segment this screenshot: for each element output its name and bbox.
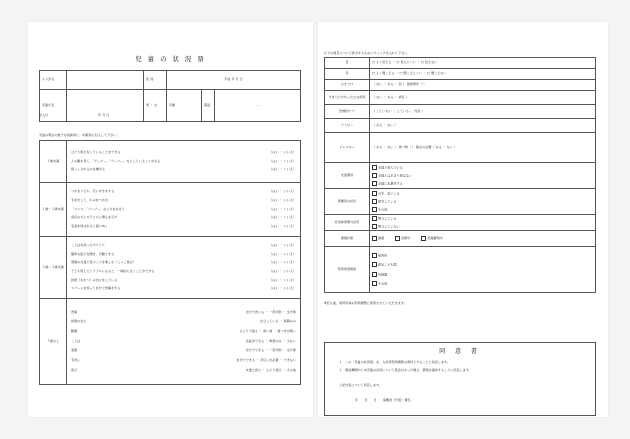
section-1-item-3: 身近な大人や子どもに関心を示す （はい ・ いいえ） — [71, 215, 296, 220]
consent-line-3: 上記内容について同意します。 — [339, 383, 383, 388]
health-table — [324, 57, 596, 293]
other-item-5: 手洗い 自分でできる ・ 手伝いが必要 ・ できない — [71, 358, 296, 363]
section-2-item-0: ことばを使ったやりとり （はい ・ いいえ） — [71, 242, 296, 247]
group-label-4: 利用希望施設 — [325, 247, 370, 293]
other-item-6: 遊び 友達と遊ぶ ・ ひとり遊び ・ その他 — [71, 367, 296, 372]
group-2-option-0[interactable]: 関与している — [372, 216, 593, 221]
group-4-option-2[interactable]: 幼稚園 — [372, 272, 593, 277]
section-2-item-5: スプーンを使って自分で食事をする （はい ・ いいえ） — [71, 286, 296, 291]
section-0-item-0: ひとり遊びをしていることができる （はい ・ いいえ） — [71, 149, 296, 154]
group-3-option-0[interactable]: 健康 — [372, 236, 384, 240]
section-1-item-1: 手を出して、ものをつかむ （はい ・ いいえ） — [71, 197, 296, 202]
age-sections-table — [39, 140, 301, 385]
furigana-value[interactable] — [67, 71, 144, 90]
status-sheet-page-2 — [318, 22, 608, 417]
group-1-option-0[interactable]: 日中、家にいる — [372, 191, 593, 196]
age-label: 年齢 — [167, 90, 202, 122]
other-item-0: 食事 自分で食べる ・ 一部介助 ・ 全介助 — [71, 309, 296, 314]
consent-line-1: １ この「児童の状況票」を、入所等利用調整の資料とすることに同意します。 — [339, 360, 451, 364]
group-4-option-3[interactable]: その他 — [372, 281, 593, 286]
header-table — [39, 70, 301, 122]
row-label-1: 耳 — [325, 69, 370, 80]
row-value-2: （ ない ・ ある ： 回 ） 最終発作（ ） — [370, 80, 596, 91]
footer-note: ※記入後、保育所等の利用調整に使用させていただきます。 — [324, 301, 407, 305]
other-item-3: ことば 会話ができる ・ 単語のみ ・ 少ない — [71, 338, 296, 343]
row-label-2: ひきつけ — [325, 80, 370, 91]
status-sheet-page — [28, 22, 313, 417]
consent-line-2: ２ 関係機関から本児童の状況について照会があった場合、情報を提供することに同意します。 — [339, 367, 472, 372]
consent-sign[interactable]: 年 月 日 保護者（代表）署名 — [355, 398, 411, 403]
other-item-2: 睡眠 ひとりで寝る ・ 添い寝 ・ 寝つきが悪い — [71, 328, 296, 333]
consent-box — [324, 342, 596, 416]
group-0-option-0[interactable]: 友達と遊んでいる — [372, 165, 593, 170]
sex-label: 性 別 — [144, 71, 167, 90]
row-value-3: （ ない ・ ある ： 病名 ） — [370, 91, 596, 105]
consent-title: 同 意 書 — [439, 348, 481, 355]
page-title: 児 童 の 状 況 票 — [135, 55, 206, 63]
section-0-item-2: 抱っこされるのを嫌がる （はい ・ いいえ） — [71, 167, 296, 172]
furigana-label: ふりがな — [40, 71, 67, 90]
sex-value: 男 ・ 女 — [144, 90, 167, 122]
row-value-6: （ ある ・ ない ） 食べ物（ ） 除去の必要（ ある ・ ない ） — [370, 133, 596, 163]
section-2-item-2: 周囲の友達と遊ぶことを楽しむ（ごっこ遊び） （はい ・ いいえ） — [71, 260, 296, 265]
group-label-0: 友達関係 — [325, 163, 370, 189]
group-3-option-1[interactable]: 治療中 — [395, 236, 410, 240]
row-value-0: □ よく見える ・ □ 見えにくい ・ □ 見えない — [370, 58, 596, 69]
birth-value: 平成 年 月 日 — [167, 71, 301, 90]
row-value-4: （ していない ・ している ： 内容 ） — [370, 105, 596, 119]
row-label-6: アレルギー — [325, 133, 370, 163]
age-label-3: ３歳以上 — [40, 299, 67, 385]
row-label-3: 今までにかかった主な病気 — [325, 91, 370, 105]
group-2-option-1[interactable]: 関与していない — [372, 224, 593, 229]
group-label-2: 自治体等関与状況 — [325, 215, 370, 231]
row-value-1: □ よく聞こえる ・ □ 聞こえにくい ・ □ 聞こえない — [370, 69, 596, 80]
row-label-5: アトピー — [325, 119, 370, 133]
row-value-5: （ ある ・ ない ） — [370, 119, 596, 133]
child-name-label: 児童氏名 — [40, 90, 67, 122]
section-2-item-1: 簡単な指示を聞き、行動できる （はい ・ いいえ） — [71, 251, 296, 256]
group-1-option-2[interactable]: その他 — [372, 207, 593, 212]
date-label: 記入日 — [39, 113, 49, 117]
phone-value: － — [215, 90, 301, 122]
other-item-4: 着脱 自分でできる ・ 一部介助 ・ 全介助 — [71, 348, 296, 353]
other-item-1: 排泄の自立 自立している ・ 昼間のみ — [71, 319, 296, 324]
group-1-option-1[interactable]: 就労している — [372, 199, 593, 204]
section-2-item-4: 排泄（おむつ）の自立をしている （はい ・ いいえ） — [71, 277, 296, 282]
age-label-2: ２歳～３歳未満 — [40, 237, 67, 299]
row-label-4: 医療的ケア — [325, 105, 370, 119]
group-4-option-0[interactable]: 保育所 — [372, 253, 593, 258]
section-1-item-0: つかまり立ち、伝い歩きをする （はい ・ いいえ） — [71, 189, 296, 194]
right-instruction: 以下の項目について該当するものにチェックを入れて下さい。 — [324, 51, 411, 55]
date-value: 年 月 日 — [98, 113, 110, 117]
instruction-text: 児童の現在の様子を具体的に、年齢別に記入して下さい。 — [39, 133, 120, 137]
section-0-item-1: 人の顔を見て、「アーアー」「ウーウー」などしていることがある （はい ・ いいえ） — [71, 158, 296, 163]
group-0-option-1[interactable]: 友達とはあまり遊ばない — [372, 173, 593, 178]
group-label-1: 保護者の状況 — [325, 189, 370, 215]
section-1-item-2: 「マンマ」「ブーブー」など片言を言う （はい ・ いいえ） — [71, 206, 296, 211]
group-3-option-2[interactable]: 経過観察中 — [421, 236, 442, 240]
group-4-option-1[interactable]: 認定こども園 — [372, 262, 593, 267]
row-label-0: 目 — [325, 58, 370, 69]
section-1-item-4: 名前を呼ばれると振り向く （はい ・ いいえ） — [71, 224, 296, 229]
group-label-3: 健康状態 — [325, 231, 370, 247]
phone-label: 電話 — [202, 90, 215, 122]
age-label-0: １歳未満 — [40, 141, 67, 183]
age-label-1: １歳～２歳未満 — [40, 183, 67, 237]
section-2-item-3: 子ども同士でトラブルになると、一時的に泣くことができる （はい ・ いいえ） — [71, 269, 296, 273]
group-0-option-2[interactable]: 友達に乱暴をする — [372, 181, 593, 186]
